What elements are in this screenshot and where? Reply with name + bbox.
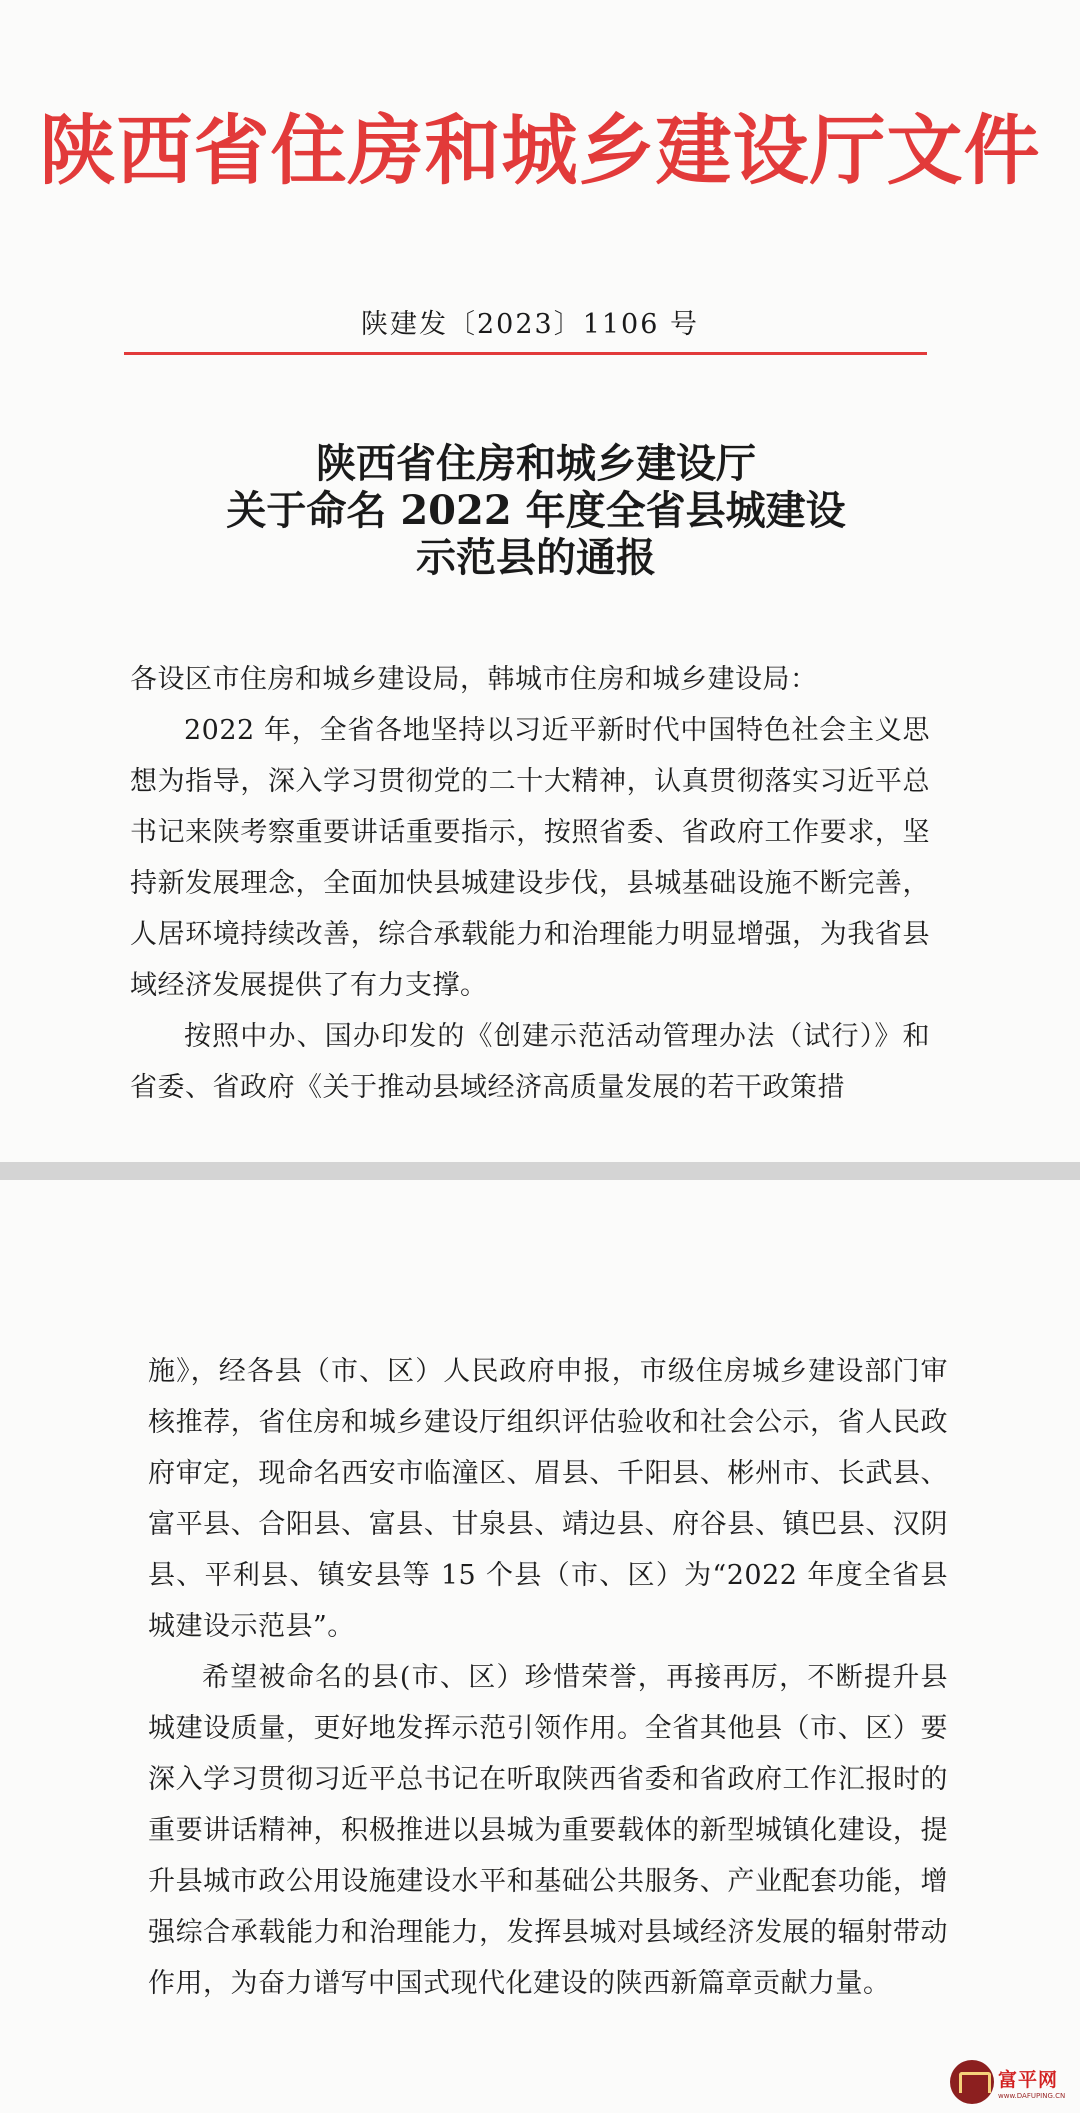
fuping-logo-icon bbox=[950, 2060, 994, 2104]
watermark-url: www.DAFUPING.CN bbox=[998, 2091, 1066, 2100]
header-divider bbox=[124, 352, 927, 355]
site-watermark bbox=[950, 2057, 1068, 2107]
paragraph-3: 希望被命名的县(市、区）珍惜荣誉，再接再厉，不断提升县城建设质量，更好地发挥示范引领作用。全省其他县（市、区）要深入学习贯彻习近平总书记在听取陕西省委和省政府工作汇报时的重要讲话精神，积极推进以县城为重要载体的新型城镇化建设，提升县城市政公用设施建设水平和基础公共服务、产业配套功能，增强综合承载能力和治理能力，发挥县城对县域经济发展的辐射带动作用，为奋力谱写中国式现代化建设的陕西新篇章贡献力量。 bbox=[148, 1662, 948, 1999]
title-line-3: 示范县的通报 bbox=[416, 534, 656, 581]
document-header: 陕西省住房和城乡建设厅文件 bbox=[39, 106, 1041, 195]
paragraph-2-end: 施》，经各县（市、区）人民政府申报，市级住房城乡建设部门审核推荐，省住房和城乡建设厅组织评估验收和社会公示，省人民政府审定，现命名西安市临潼区、眉县、千阳县、彬州市、长武县、富平县、合阳县、富县、甘泉县、靖边县、府谷县、镇巴县、汉阴县、平利县、镇安县等 15 个县（市、区）为“2022 年度全省县城建设示范县”。 bbox=[148, 1356, 948, 1642]
document-body-page-1 bbox=[130, 654, 930, 1113]
document-page-2 bbox=[0, 1180, 1080, 2113]
paragraph-2-start: 按照中办、国办印发的《创建示范活动管理办法（试行）》和省委、省政府《关于推动县域经济高质量发展的若干政策措 bbox=[130, 1021, 930, 1103]
watermark-name: 富平网 bbox=[998, 2068, 1059, 2091]
title-line-1: 陕西省住房和城乡建设厅 bbox=[316, 440, 756, 487]
document-title bbox=[0, 440, 1072, 581]
title-line-2: 关于命名 2022 年度全省县城建设 bbox=[226, 487, 846, 534]
salutation: 各设区市住房和城乡建设局，韩城市住房和城乡建设局： bbox=[130, 664, 818, 695]
paragraph-1: 2022 年，全省各地坚持以习近平新时代中国特色社会主义思想为指导，深入学习贯彻党的二十大精神，认真贯彻落实习近平总书记来陕考察重要讲话重要指示，按照省委、省政府工作要求，坚持新发展理念，全面加快县城建设步伐，县城基础设施不断完善，人居环境持续改善，综合承载能力和治理能力明显增强，为我省县域经济发展提供了有力支撑。 bbox=[130, 715, 930, 1001]
document-body-page-2 bbox=[148, 1346, 948, 2009]
document-number: 陕建发〔2023〕1106 号 bbox=[360, 309, 699, 340]
